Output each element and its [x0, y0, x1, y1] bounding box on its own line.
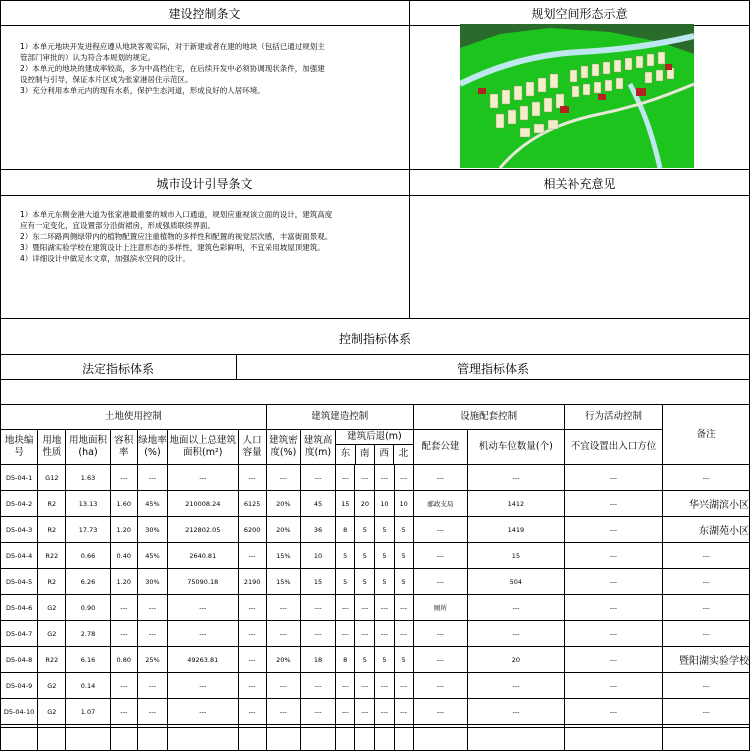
cell-area: 0.14 [66, 673, 110, 699]
cell-entrance: --- [564, 595, 663, 621]
cell-type: G2 [38, 673, 66, 699]
cell-green: 45% [137, 543, 167, 569]
cell-w: --- [375, 673, 394, 699]
cell-n: --- [394, 595, 413, 621]
cell-s: --- [355, 595, 375, 621]
far-header: 容积率 [110, 430, 137, 465]
cell-area: 2.78 [66, 621, 110, 647]
cell-floor: 49263.81 [168, 647, 238, 673]
cell-parking: --- [468, 465, 565, 491]
cell-entrance: --- [564, 465, 663, 491]
cell-remark: --- [663, 465, 750, 491]
cell-n: --- [394, 465, 413, 491]
activity-control-header: 行为活动控制 [564, 405, 663, 430]
cell-parking: 20 [468, 647, 565, 673]
remark-header: 备注 [663, 405, 750, 465]
parking-header: 机动车位数量(个) [468, 430, 565, 465]
cell-remark: --- [663, 543, 750, 569]
cell-far: --- [110, 595, 137, 621]
cell-w: 5 [375, 569, 394, 595]
cell-w: --- [375, 465, 394, 491]
table-row [1, 621, 750, 647]
cell-far: 1.60 [110, 491, 137, 517]
cell-pop: 6125 [238, 491, 266, 517]
cell-remark: --- [663, 595, 750, 621]
construction-control-clauses [20, 41, 325, 96]
cell-area: 17.73 [66, 517, 110, 543]
cell-floor: 2640.81 [168, 543, 238, 569]
cell-s: 5 [355, 543, 375, 569]
cell-type: G2 [38, 621, 66, 647]
divider [0, 379, 750, 380]
cell-green: 30% [137, 517, 167, 543]
empty-cell [355, 725, 375, 751]
cell-floor: 210008.24 [168, 491, 238, 517]
clause-line: 应有一定变化，宜设置部分沿街裙房，形成强质联续界面。 [20, 221, 215, 230]
cell-n: --- [394, 621, 413, 647]
setback-title: 建筑后退(m) [336, 430, 413, 445]
cell-height: --- [300, 673, 335, 699]
cell-e: --- [336, 699, 355, 725]
cell-no: D5-04-4 [1, 543, 38, 569]
cell-pop: --- [238, 699, 266, 725]
clause-line: 管部门审批的）认为符合本规划的规定。 [20, 53, 155, 62]
cell-e: --- [336, 465, 355, 491]
cell-s: 5 [355, 517, 375, 543]
cell-n: 5 [394, 647, 413, 673]
cell-type: R22 [38, 543, 66, 569]
cell-facility: --- [413, 543, 467, 569]
empty-cell [564, 725, 663, 751]
cell-density: 20% [266, 647, 300, 673]
cell-no: D5-04-8 [1, 647, 38, 673]
cell-density: --- [266, 595, 300, 621]
clause-line: 2）本单元的地块的建成率较高，多为中高档住宅，在后续开发中必须协调现状条件，加强建 [20, 64, 325, 73]
density-header: 建筑密度(%) [266, 430, 300, 465]
cell-entrance: --- [564, 517, 663, 543]
cell-far: 0.40 [110, 543, 137, 569]
statutory-system-title: 法定指标体系 [81, 362, 154, 376]
cell-s: --- [355, 621, 375, 647]
cell-density: --- [266, 699, 300, 725]
clause-line: 4）详细设计中做足水文章，加强滨水空间的设计。 [20, 254, 190, 263]
cell-w: 5 [375, 543, 394, 569]
cell-n: 5 [394, 543, 413, 569]
cell-parking: 504 [468, 569, 565, 595]
cell-e: 8 [336, 647, 355, 673]
cell-type: R2 [38, 569, 66, 595]
empty-cell [336, 725, 355, 751]
cell-remark: 东湖苑小区 [663, 517, 750, 543]
cell-far: --- [110, 621, 137, 647]
no-entrance-header: 不宜设置出入口方位 [564, 430, 663, 465]
setback-west: 西 [374, 445, 393, 464]
empty-cell [38, 725, 66, 751]
clause-line: 3）充分利用本单元内的现有水系，保护生态河道，形成良好的人居环境。 [20, 86, 265, 95]
cell-s: 20 [355, 491, 375, 517]
cell-w: --- [375, 595, 394, 621]
cell-s: --- [355, 699, 375, 725]
cell-s: 5 [355, 647, 375, 673]
cell-type: G12 [38, 465, 66, 491]
cell-no: D5-04-7 [1, 621, 38, 647]
table-row-empty [1, 725, 750, 751]
cell-area: 0.66 [66, 543, 110, 569]
cell-type: G2 [38, 699, 66, 725]
cell-green: --- [137, 621, 167, 647]
cell-e: 5 [336, 543, 355, 569]
cell-area: 6.16 [66, 647, 110, 673]
supplement-title: 相关补充意见 [543, 177, 616, 191]
cell-height: --- [300, 595, 335, 621]
spatial-form-title: 规划空间形态示意 [531, 7, 628, 21]
empty-cell [137, 725, 167, 751]
cell-type: R22 [38, 647, 66, 673]
empty-cell [238, 725, 266, 751]
empty-cell [1, 725, 38, 751]
cell-entrance: --- [564, 491, 663, 517]
cell-floor: --- [168, 621, 238, 647]
cell-n: --- [394, 699, 413, 725]
empty-cell [394, 725, 413, 751]
cell-n: --- [394, 673, 413, 699]
cell-no: D5-04-3 [1, 517, 38, 543]
cell-type: R2 [38, 517, 66, 543]
plot-no-header: 地块编号 [1, 430, 38, 465]
table-row [1, 673, 750, 699]
frame-top [0, 0, 750, 1]
cell-far: --- [110, 673, 137, 699]
divider [409, 0, 410, 318]
divider [0, 354, 750, 355]
cell-parking: --- [468, 621, 565, 647]
cell-area: 1.07 [66, 699, 110, 725]
table-row [1, 543, 750, 569]
cell-green: 45% [137, 491, 167, 517]
cell-facility: --- [413, 699, 467, 725]
cell-density: --- [266, 621, 300, 647]
cell-height: --- [300, 621, 335, 647]
table-row [1, 699, 750, 725]
cell-green: --- [137, 699, 167, 725]
cell-remark: --- [663, 569, 750, 595]
divider [0, 169, 750, 170]
cell-remark: 华兴湖滨小区 [663, 491, 750, 517]
cell-height: --- [300, 465, 335, 491]
control-index-table [0, 404, 750, 751]
index-system-title: 控制指标体系 [338, 332, 411, 346]
cell-pop: --- [238, 647, 266, 673]
empty-cell [413, 725, 467, 751]
cell-entrance: --- [564, 647, 663, 673]
empty-cell [375, 725, 394, 751]
cell-height: 15 [300, 569, 335, 595]
cell-entrance: --- [564, 543, 663, 569]
cell-pop: --- [238, 621, 266, 647]
urban-design-title: 城市设计引导条文 [156, 177, 253, 191]
public-facility-header: 配套公建 [413, 430, 467, 465]
cell-pop: 2190 [238, 569, 266, 595]
cell-no: D5-04-10 [1, 699, 38, 725]
cell-far: --- [110, 465, 137, 491]
cell-floor: --- [168, 465, 238, 491]
cell-entrance: --- [564, 569, 663, 595]
cell-density: --- [266, 465, 300, 491]
cell-no: D5-04-1 [1, 465, 38, 491]
cell-far: --- [110, 699, 137, 725]
cell-floor: --- [168, 673, 238, 699]
cell-s: --- [355, 465, 375, 491]
empty-cell [300, 725, 335, 751]
cell-area: 1.63 [66, 465, 110, 491]
setback-south: 南 [355, 445, 374, 464]
cell-w: --- [375, 699, 394, 725]
cell-e: 15 [336, 491, 355, 517]
cell-height: 18 [300, 647, 335, 673]
cell-pop: 6200 [238, 517, 266, 543]
cell-far: 1.20 [110, 517, 137, 543]
divider [0, 195, 750, 196]
cell-green: --- [137, 673, 167, 699]
cell-facility: --- [413, 621, 467, 647]
cell-facility: --- [413, 517, 467, 543]
cell-pop: --- [238, 543, 266, 569]
cell-w: 5 [375, 517, 394, 543]
population-header: 人口容量 [238, 430, 266, 465]
cell-green: --- [137, 465, 167, 491]
cell-parking: --- [468, 673, 565, 699]
cell-no: D5-04-2 [1, 491, 38, 517]
cell-floor: --- [168, 595, 238, 621]
divider [0, 318, 750, 319]
table-row [1, 647, 750, 673]
cell-e: 5 [336, 569, 355, 595]
cell-n: 5 [394, 569, 413, 595]
cell-pop: --- [238, 595, 266, 621]
cell-green: 25% [137, 647, 167, 673]
cell-no: D5-04-6 [1, 595, 38, 621]
table-row [1, 569, 750, 595]
cell-s: --- [355, 673, 375, 699]
cell-density: 20% [266, 517, 300, 543]
empty-cell [110, 725, 137, 751]
cell-density: --- [266, 673, 300, 699]
cell-n: 5 [394, 517, 413, 543]
cell-height: --- [300, 699, 335, 725]
cell-e: --- [336, 673, 355, 699]
land-area-header: 用地面积(ha) [66, 430, 110, 465]
clause-line: 2）东二环路两侧绿带内的植物配置应注重植物的多样性和配置的视觉层次感，丰富街面景观。 [20, 232, 333, 241]
empty-cell [468, 725, 565, 751]
table-row [1, 491, 750, 517]
cell-facility: --- [413, 569, 467, 595]
setback-east: 东 [340, 448, 351, 459]
cell-height: 10 [300, 543, 335, 569]
floor-area-header: 地面以上总建筑面积(m²) [168, 430, 238, 465]
cell-type: R2 [38, 491, 66, 517]
cell-facility: 邮政支局 [413, 491, 467, 517]
table-row [1, 465, 750, 491]
cell-no: D5-04-5 [1, 569, 38, 595]
spatial-form-render [460, 24, 694, 168]
height-header: 建筑高度(m) [300, 430, 335, 465]
cell-remark: 暨阳湖实验学校 [663, 647, 750, 673]
facility-control-header: 设施配套控制 [413, 405, 564, 430]
cell-density: 20% [266, 491, 300, 517]
cell-floor: --- [168, 699, 238, 725]
cell-parking: 1412 [468, 491, 565, 517]
cell-facility: 厕所 [413, 595, 467, 621]
clause-line: 1）本单元地块开发进程应遵从地块客观实际，对于新建或者在建的地块（包括已通过规划主 [20, 42, 325, 51]
cell-pop: --- [238, 465, 266, 491]
plot-rows [1, 465, 750, 751]
cell-facility: --- [413, 465, 467, 491]
empty-cell [663, 725, 750, 751]
cell-parking: --- [468, 699, 565, 725]
building-control-header: 建筑建造控制 [266, 405, 413, 430]
cell-parking: 1419 [468, 517, 565, 543]
cell-floor: 212802.05 [168, 517, 238, 543]
management-system-title: 管理指标体系 [456, 362, 529, 376]
green-rate-header: 绿地率(%) [137, 430, 167, 465]
cell-w: 10 [375, 491, 394, 517]
cell-green: 30% [137, 569, 167, 595]
cell-area: 6.26 [66, 569, 110, 595]
construction-control-title: 建设控制条文 [168, 7, 241, 21]
cell-no: D5-04-9 [1, 673, 38, 699]
clause-line: 设控制与引导，保证本片区成为张家港居住示范区。 [20, 75, 193, 84]
cell-density: 15% [266, 569, 300, 595]
cell-entrance: --- [564, 621, 663, 647]
cell-w: --- [375, 621, 394, 647]
cell-height: 36 [300, 517, 335, 543]
cell-w: 5 [375, 647, 394, 673]
cell-far: 1.20 [110, 569, 137, 595]
cell-e: --- [336, 595, 355, 621]
urban-design-clauses [20, 209, 332, 264]
cell-height: 45 [300, 491, 335, 517]
cell-facility: --- [413, 673, 467, 699]
empty-cell [168, 725, 238, 751]
cell-facility: --- [413, 647, 467, 673]
cell-n: 10 [394, 491, 413, 517]
empty-cell [66, 725, 110, 751]
land-type-header: 用地性质 [38, 430, 66, 465]
setback-north: 北 [393, 445, 412, 464]
cell-far: 0.80 [110, 647, 137, 673]
cell-floor: 75090.18 [168, 569, 238, 595]
cell-entrance: --- [564, 673, 663, 699]
cell-remark: --- [663, 699, 750, 725]
cell-entrance: --- [564, 699, 663, 725]
clause-line: 1）本单元东侧金港大道为张家港最重要的城市入口通道，规划应重视该立面的设计，建筑高度 [20, 210, 333, 219]
table-row [1, 517, 750, 543]
cell-area: 0.90 [66, 595, 110, 621]
cell-remark: --- [663, 621, 750, 647]
cell-area: 13.13 [66, 491, 110, 517]
cell-pop: --- [238, 673, 266, 699]
empty-cell [266, 725, 300, 751]
cell-remark: --- [663, 673, 750, 699]
cell-parking: --- [468, 595, 565, 621]
cell-e: 8 [336, 517, 355, 543]
setback-header [336, 430, 414, 465]
cell-parking: 15 [468, 543, 565, 569]
cell-s: 5 [355, 569, 375, 595]
land-use-control-header: 土地使用控制 [1, 405, 267, 430]
cell-density: 15% [266, 543, 300, 569]
cell-type: G2 [38, 595, 66, 621]
cell-e: --- [336, 621, 355, 647]
cell-green: --- [137, 595, 167, 621]
clause-line: 3）暨阳湖实验学校在建筑设计上注意形态的多样性，建筑色彩鲜明，不宜采用坡屋顶建筑。 [20, 243, 325, 252]
table-row [1, 595, 750, 621]
